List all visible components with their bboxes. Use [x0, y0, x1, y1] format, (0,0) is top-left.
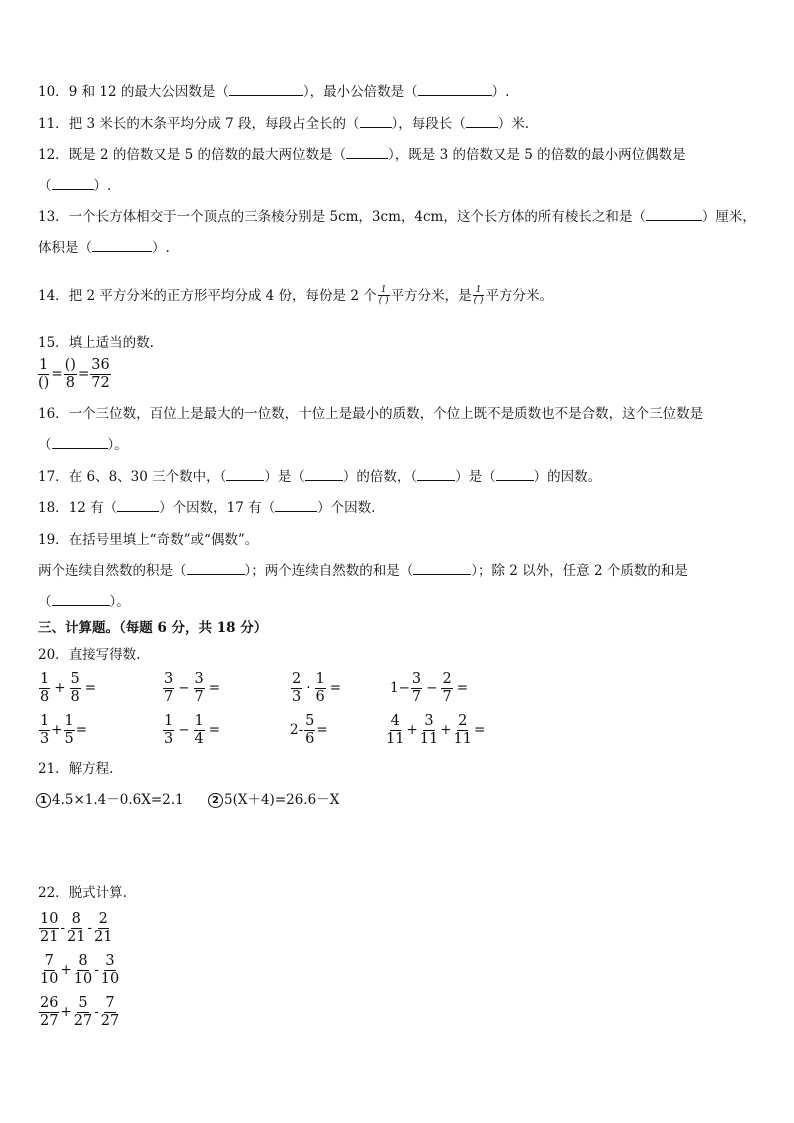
equals: =	[77, 366, 90, 382]
arith-problem	[290, 668, 344, 708]
answer-blank[interactable]	[305, 468, 343, 481]
numerator: 5	[70, 671, 80, 687]
denominator: 21	[67, 928, 86, 945]
answer-blank[interactable]	[466, 115, 498, 128]
question-21	[38, 760, 113, 778]
answer-blank[interactable]	[418, 83, 492, 96]
q21-equation-1	[36, 791, 184, 809]
denominator[interactable]: ()	[38, 374, 50, 391]
numerator: 26	[40, 995, 59, 1011]
denominator: 6	[305, 730, 315, 747]
arith-problem	[384, 710, 485, 750]
answer-blank[interactable]	[52, 436, 108, 449]
fraction	[441, 672, 452, 704]
q17-text-3: ）的倍数，（	[342, 469, 418, 485]
fraction	[291, 672, 302, 704]
q15-title: 填上适当的数.	[68, 335, 154, 351]
q10-text-1: 9 和 12 的最大公因数是（	[68, 84, 229, 100]
numerator: 1	[315, 671, 325, 687]
question-19-line-2	[38, 562, 688, 580]
numerator: 3	[424, 713, 434, 729]
q17-number: 17．	[38, 469, 69, 485]
arith-problem	[38, 710, 87, 750]
q13-text-1: 一个长方体相交于一个顶点的三条棱分别是 5cm，3cm，4cm，这个长方体的所有棱长之和是（	[68, 209, 646, 225]
q20-row-2	[38, 710, 758, 750]
q14-text-2: 平方分米，是	[390, 288, 472, 304]
denominator: 11	[419, 730, 439, 747]
equals: =	[75, 722, 88, 738]
question-16	[38, 405, 703, 423]
operator: +	[440, 722, 452, 738]
numerator: 1	[64, 713, 74, 729]
q14-text-1: 把 2 平方分米的正方形平均分成 4 份，每份是 2 个	[68, 288, 377, 304]
section-heading: 三、计算题。（每题 6 分，共 18 分）	[38, 620, 268, 636]
q19-text-2: ）；两个连续自然数的和是（	[244, 563, 414, 579]
answer-blank[interactable]	[646, 208, 702, 221]
operator: +	[60, 1004, 72, 1020]
q18-text-2: ）个因数，17 有（	[159, 500, 276, 516]
numerator: 2	[442, 671, 452, 687]
fraction	[39, 996, 59, 1028]
fraction	[100, 996, 120, 1028]
denominator: 10	[100, 970, 120, 987]
q19-text-3: ）；除 2 以外，任意 2 个质数的和是	[471, 563, 688, 579]
equals: =	[208, 722, 221, 738]
question-14	[38, 284, 553, 308]
q14-number: 14．	[38, 288, 69, 304]
prefix: 1−	[390, 680, 410, 696]
q19-text-4: （	[38, 594, 52, 610]
fraction	[64, 358, 77, 390]
q12-number: 12．	[38, 147, 69, 163]
answer-blank[interactable]	[117, 499, 159, 512]
arith-problem	[162, 710, 223, 750]
answer-blank[interactable]	[346, 146, 388, 159]
fraction	[419, 714, 439, 746]
fraction	[39, 954, 59, 986]
q22-number: 22．	[38, 885, 69, 901]
question-18	[38, 499, 375, 517]
q14-text-3: 平方分米。	[485, 288, 553, 304]
fraction	[66, 912, 86, 944]
fraction	[194, 672, 205, 704]
numerator: 2	[98, 911, 108, 927]
denominator: 6	[315, 688, 325, 705]
numerator: 1	[164, 713, 174, 729]
denominator: 11	[453, 730, 472, 747]
numerator: 5	[305, 713, 315, 729]
numerator: 5	[78, 995, 88, 1011]
q10-number: 10．	[38, 84, 69, 100]
equation-text: 4.5×1.4－0.6X=2.1	[52, 792, 184, 808]
operator: −	[426, 680, 438, 696]
question-11	[38, 115, 529, 133]
denominator: 10	[40, 970, 59, 987]
numerator: 3	[105, 953, 115, 969]
q21-number: 21．	[38, 761, 69, 777]
numerator: 10	[40, 911, 59, 927]
question-22	[38, 884, 127, 902]
question-15	[38, 334, 154, 352]
numerator: 1	[40, 713, 50, 729]
denominator: 7	[411, 688, 422, 705]
q17-text-1: 在 6、8、30 三个数中，（	[68, 469, 227, 485]
q18-number: 18．	[38, 500, 69, 516]
operator: ·	[306, 680, 311, 696]
q12-text-4: ）.	[93, 178, 112, 194]
q16-text-2: （	[38, 437, 52, 453]
fraction	[163, 714, 174, 746]
numerator: 8	[78, 953, 88, 969]
denominator: 21	[94, 928, 113, 945]
q13-text-2: ）厘米，	[701, 209, 756, 225]
fraction	[39, 912, 59, 944]
numerator: 1	[378, 286, 390, 296]
denominator: 10	[73, 970, 93, 987]
q16-text-1: 一个三位数，百位上是最大的一位数，十位上是最小的质数，个位上既不是质数也不是合数，这个三位数是	[68, 406, 704, 422]
equals: =	[84, 680, 97, 696]
q13-text-3: 体积是（	[38, 240, 92, 256]
answer-blank[interactable]	[229, 83, 303, 96]
numerator: 8	[71, 911, 81, 927]
compute-problem	[38, 950, 121, 990]
equals: =	[473, 722, 486, 738]
denominator: 72	[91, 374, 110, 391]
prefix: 2-	[290, 722, 304, 738]
fraction	[70, 672, 81, 704]
fraction	[39, 714, 50, 746]
fraction	[37, 358, 50, 390]
denominator: ( )	[473, 296, 484, 306]
fraction	[315, 672, 326, 704]
numerator: 1	[40, 671, 50, 687]
denominator: 27	[40, 1012, 59, 1029]
operator: +	[406, 722, 418, 738]
equals: =	[316, 722, 328, 738]
denominator: 27	[73, 1012, 93, 1029]
question-13	[38, 208, 756, 226]
fraction	[163, 672, 174, 704]
fraction	[93, 912, 113, 944]
answer-blank[interactable]	[413, 562, 471, 575]
numerator: 1	[473, 286, 485, 296]
equals: =	[329, 680, 342, 696]
numerator[interactable]: ()	[64, 357, 76, 373]
operator: −	[178, 722, 190, 738]
answer-blank[interactable]	[92, 239, 152, 252]
q12-text-1: 既是 2 的倍数又是 5 的倍数的最大两位数是（	[68, 147, 347, 163]
denominator: 7	[442, 688, 452, 705]
q12-text-3: （	[38, 178, 52, 194]
question-17	[38, 468, 601, 486]
q18-text-3: ）个因数.	[317, 500, 376, 516]
fraction	[64, 714, 75, 746]
fraction	[39, 672, 50, 704]
compute-problem	[38, 992, 121, 1032]
compute-problem	[38, 908, 114, 948]
question-19-line-3	[38, 593, 130, 611]
fraction	[90, 358, 110, 390]
denominator: 21	[40, 928, 59, 945]
denominator: 3	[40, 730, 50, 747]
q17-text-5: ）的因数。	[533, 469, 602, 485]
numerator: 7	[44, 953, 54, 969]
q16-text-3: ）。	[107, 437, 128, 453]
equals: =	[51, 366, 63, 382]
q10-text-3: ）.	[491, 84, 510, 100]
denominator: 3	[292, 688, 302, 705]
q21-title: 解方程.	[68, 761, 114, 777]
numerator: 36	[91, 357, 110, 373]
answer-blank[interactable]	[52, 593, 110, 606]
numerator: 7	[105, 995, 115, 1011]
answer-blank[interactable]	[417, 468, 455, 481]
operator: −	[178, 680, 190, 696]
operator: +	[51, 722, 63, 738]
q17-text-4: ）是（	[455, 469, 496, 485]
arith-problem	[390, 668, 471, 708]
fraction	[453, 714, 473, 746]
denominator: 3	[164, 730, 174, 747]
q15-number: 15．	[38, 335, 69, 351]
q19-number: 19．	[38, 532, 69, 548]
equation-text: 5(X＋4)=26.6－X	[224, 792, 340, 808]
numerator: 4	[390, 713, 400, 729]
operator: -	[94, 1004, 99, 1020]
q20-title: 直接写得数.	[68, 647, 141, 663]
question-16-line-2	[38, 436, 128, 454]
q19-text-1: 两个连续自然数的积是（	[38, 563, 187, 579]
denominator: 4	[194, 730, 204, 747]
numerator: 1	[194, 713, 204, 729]
q10-text-2: ），最小公倍数是（	[302, 84, 418, 100]
denominator: 8	[40, 688, 50, 705]
denominator: 7	[164, 688, 174, 705]
equals: =	[208, 680, 221, 696]
answer-blank[interactable]	[226, 468, 264, 481]
q20-number: 20．	[38, 647, 69, 663]
numerator: 3	[164, 671, 174, 687]
q20-row-1	[38, 668, 758, 708]
fraction	[473, 286, 485, 306]
q22-title: 脱式计算.	[68, 885, 127, 901]
question-19	[38, 531, 258, 549]
fraction	[73, 954, 93, 986]
operator: +	[54, 680, 66, 696]
answer-blank[interactable]	[496, 468, 534, 481]
fraction	[194, 714, 205, 746]
answer-blank[interactable]	[52, 177, 94, 190]
q15-equation	[36, 354, 112, 394]
q19-text-5: ）。	[109, 594, 130, 610]
equals: =	[456, 680, 468, 696]
question-12	[38, 146, 686, 164]
numerator: 2	[292, 671, 302, 687]
question-13-line-2	[38, 239, 170, 257]
fraction	[304, 714, 315, 746]
fraction	[73, 996, 93, 1028]
q17-text-2: ）是（	[264, 469, 305, 485]
circled-number-icon: 2	[208, 793, 223, 808]
q21-equation-2	[208, 791, 339, 809]
numerator: 3	[194, 671, 204, 687]
q16-number: 16．	[38, 406, 69, 422]
q18-text-1: 12 有（	[68, 500, 118, 516]
operator: +	[60, 962, 72, 978]
operator: -	[87, 920, 93, 936]
arith-problem	[290, 710, 328, 750]
q12-text-2: ），既是 3 的倍数又是 5 的倍数的最小两位偶数是	[388, 147, 686, 163]
q11-text-2: ），每段长（	[391, 116, 466, 132]
fraction	[100, 954, 120, 986]
numerator: 2	[458, 713, 468, 729]
q11-number: 11．	[38, 116, 69, 132]
q19-title: 在括号里填上“奇数”或“偶数”。	[68, 532, 259, 548]
arith-problem	[38, 668, 99, 708]
question-10	[38, 83, 509, 101]
arith-problem	[162, 668, 223, 708]
question-12-line-2	[38, 177, 111, 195]
denominator: ( )	[378, 296, 389, 306]
answer-blank[interactable]	[360, 115, 392, 128]
denominator: 11	[386, 730, 405, 747]
q11-text-3: ）米.	[497, 116, 530, 132]
q13-number: 13．	[38, 209, 69, 225]
denominator: 5	[64, 730, 74, 747]
circled-number-icon: 1	[36, 793, 51, 808]
denominator: 27	[100, 1012, 120, 1029]
fraction	[385, 714, 405, 746]
denominator: 8	[65, 374, 75, 391]
fraction	[411, 672, 422, 704]
answer-blank[interactable]	[187, 562, 245, 575]
answer-blank[interactable]	[275, 499, 317, 512]
denominator: 8	[70, 688, 80, 705]
numerator: 3	[411, 671, 422, 687]
question-20	[38, 646, 140, 664]
fraction	[378, 286, 390, 306]
q11-text-1: 把 3 米长的木条平均分成 7 段，每段占全长的（	[68, 116, 360, 132]
denominator: 7	[194, 688, 204, 705]
q13-text-4: ）.	[152, 240, 170, 256]
operator: -	[60, 920, 66, 936]
numerator: 1	[39, 357, 49, 373]
operator: -	[94, 962, 99, 978]
